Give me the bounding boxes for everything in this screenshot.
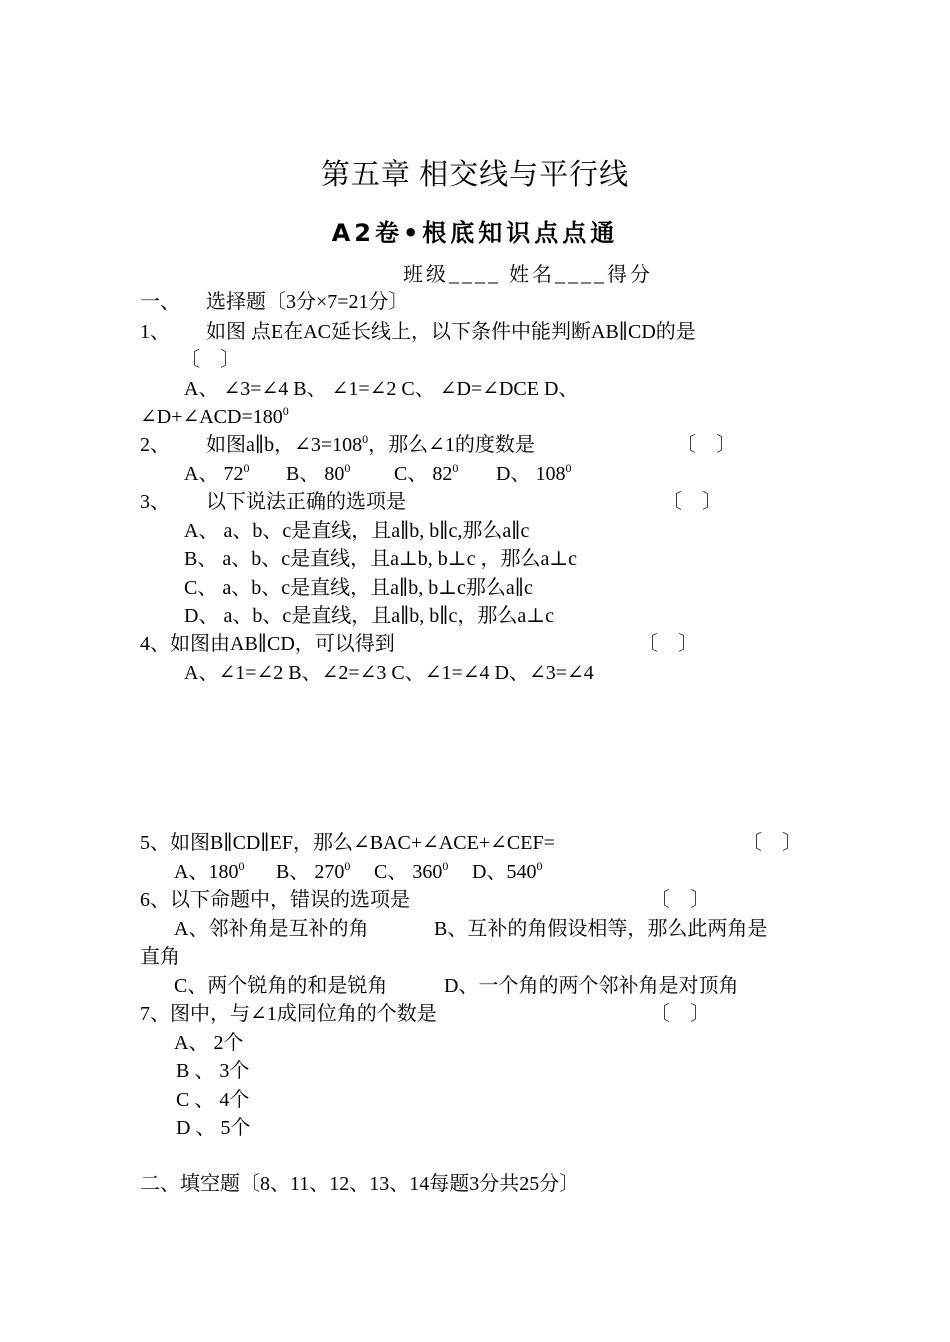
question-1 (140, 318, 696, 346)
answer-bracket-q7: 〔 〕 (650, 1003, 710, 1025)
question-5: 5、如图B∥CD∥EF，那么∠BAC+∠ACE+∠CEF= (140, 832, 555, 854)
section-2-heading: 二、填空题〔8、11、12、13、14每题3分共25分〕 (140, 1173, 580, 1195)
option-d: D、一个角的两个邻补角是对顶角 (444, 975, 739, 997)
option-c: C、两个锐角的和是锐角 (174, 975, 388, 997)
answer-bracket-q2: 〔 〕 (676, 434, 736, 456)
q2-options (184, 460, 571, 488)
q3-option-d: D、 a、b、c是直线，且a∥b, b∥c，那么a⊥c (184, 605, 554, 627)
page-title: 第五章 相交线与平行线 (320, 159, 630, 191)
answer-bracket-q5: 〔 〕 (742, 832, 802, 854)
option-b: B、 $270^0$ (276, 859, 351, 883)
question-number: 3、 (140, 491, 170, 513)
question-number: 1、 (140, 321, 170, 343)
option-b: B、互补的角假设相等，那么此两角是 (434, 918, 768, 940)
q6-option-b-continued: 直角 (140, 946, 180, 968)
question-7: 7、图中，与∠1成同位角的个数是 (140, 1003, 437, 1025)
q1-options-line-2: $\angle D+\angle ACD=180^0$ (140, 404, 289, 428)
option-d: D、$540^0$ (472, 859, 543, 883)
q6-options-line-2 (174, 972, 738, 1000)
section-title: 选择题〔3分×7=21分〕 (206, 291, 409, 313)
answer-bracket-q1: 〔 〕 (180, 349, 240, 371)
question-number: 2、 (140, 434, 170, 456)
q3-option-c: C、 a、b、c是直线，且a∥b, b⊥c那么a∥c (184, 577, 533, 599)
q5-options (174, 858, 542, 886)
option-a: A、邻补角是互补的角 (174, 918, 369, 940)
section-number: 一、 (140, 291, 180, 313)
answer-bracket-q6: 〔 〕 (650, 889, 710, 911)
q7-option-b: B 、 3个 (176, 1060, 250, 1082)
q4-options: A、∠1=∠2 B、∠2=∠3 C、∠1=∠4 D、∠3=∠4 (184, 662, 594, 684)
page-subtitle: A2卷•根底知识点点通 (331, 219, 619, 247)
option-b: B、 $80^0$ (286, 461, 351, 485)
question-text: 如图 点E在AC延长线上，以下条件中能判断AB∥CD的是 (206, 321, 696, 343)
option-c: C、 $82^0$ (394, 461, 459, 485)
option-c: C、 $360^0$ (374, 859, 449, 883)
question-3 (140, 488, 406, 516)
option-a: A、$180^0$ (174, 859, 245, 883)
q3-option-b: B、 a、b、c是直线，且a⊥b, b⊥c ，那么a⊥c (184, 548, 578, 570)
question-2: 2、 如图a∥b，$\angle 3=108^0$，那么∠1的度数是 (140, 431, 535, 459)
option-a: A、 $72^0$ (184, 461, 250, 485)
answer-bracket-q3: 〔 〕 (662, 491, 722, 513)
section-1-heading (140, 288, 409, 316)
q1-options-line-1: A、 ∠3=∠4 B、 ∠1=∠2 C、 ∠D=∠DCE D、 (184, 378, 579, 400)
question-4: 4、如图由AB∥CD，可以得到 (140, 633, 395, 655)
q7-option-c: C 、 4个 (176, 1089, 250, 1111)
question-text: 以下说法正确的选项是 (206, 491, 406, 513)
question-6: 6、以下命题中，错误的选项是 (140, 889, 410, 911)
q3-option-a: A、 a、b、c是直线，且a∥b, b∥c,那么a∥c (184, 520, 530, 542)
q7-option-d: D 、 5个 (176, 1117, 251, 1139)
class-name-score-line: 班级____ 姓名____得分 (403, 264, 653, 286)
q7-option-a: A、 2个 (174, 1032, 244, 1054)
option-d: D、 $108^0$ (496, 461, 572, 485)
q6-options-line-1 (174, 915, 767, 943)
answer-bracket-q4: 〔 〕 (638, 633, 698, 655)
